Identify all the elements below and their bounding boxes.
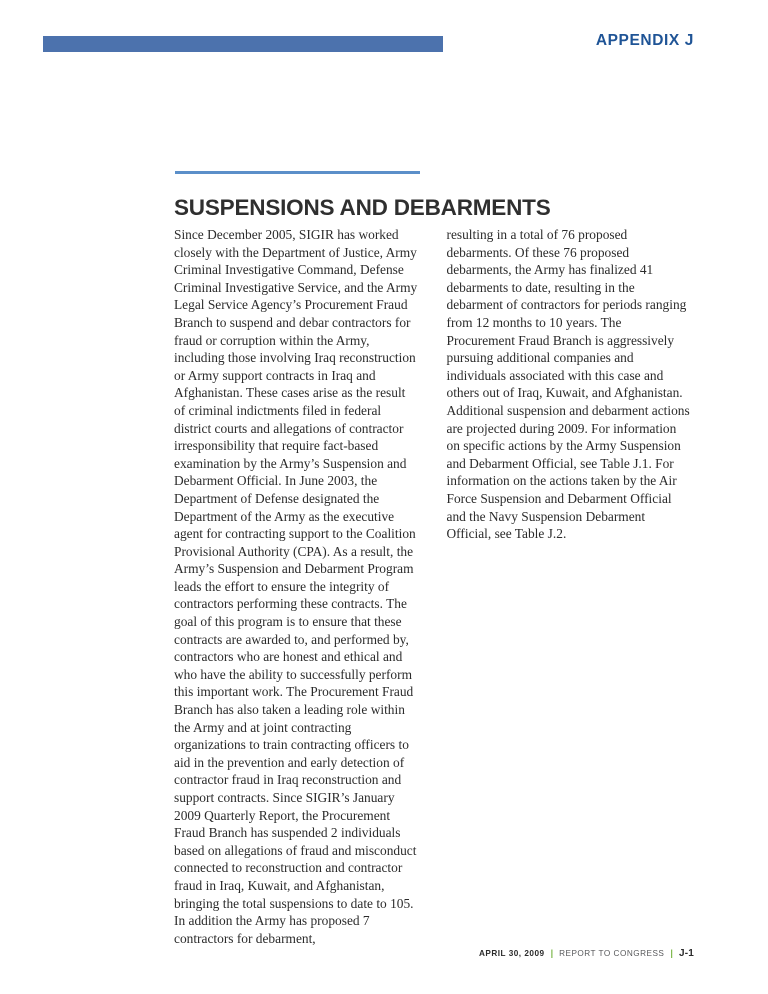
footer-page-number: J-1 (678, 948, 694, 959)
body-paragraph-left: Since December 2005, SIGIR has worked closely with the Department of Justice, Army Criminal Investigative Command, Defense Criminal Investigative Service, and the Army Legal Service Agency’s Procurement Fraud Branch to suspend and debar contractors for fraud or corruption within the Army, including those involving Iraq reconstruction or Army support contracts in Iraq and Afghanistan. These cases arise as the result of criminal indictments filed in federal district courts and allegations of contractor irresponsibility that require fact-based examination by the Army’s Suspension and Debarment Official. In June 2003, the Department of Defense designated the Department of the Army as the executive agent for contracting support to the Coalition Provisional Authority (CPA). As a result, the Army’s Suspension and Debarment Program leads the effort to ensure the integrity of contractors performing these contracts. The goal of this program is to ensure that these contracts are awarded to, and performed by, contractors who are honest and ethical and who have the ability to successfully perform this important work. The Procurement Fraud Branch has also taken a leading role within the Army and at joint contracting organizations to train contracting officers to aid in the prevention and early detection of contractor fraud in Iraq reconstruction and support contracts. Since SIGIR’s January 2009 Quarterly Report, the Procurement Fraud Branch has suspended 2 individuals based on allegations of fraud and misconduct connected to reconstruction and contractor fraud in Iraq, Kuwait, and Afghanistan, bringing the total suspensions to date to 105. In addition the Army has proposed 7 contractors for debarment, (174, 227, 418, 946)
page-title: SUSPENSIONS AND DEBARMENTS (174, 195, 551, 221)
footer-date: APRIL 30, 2009 (479, 949, 545, 958)
page-footer (479, 948, 694, 959)
header-accent-bar (43, 36, 443, 52)
body-column-right (447, 226, 691, 947)
body-column-left (174, 226, 418, 947)
footer-report-title: REPORT TO CONGRESS (559, 949, 665, 958)
footer-separator-second: | (670, 948, 673, 958)
footer-separator-first: | (550, 948, 554, 958)
body-columns (174, 226, 690, 947)
body-paragraph-right: resulting in a total of 76 proposed debarments. Of these 76 proposed debarments, the Army has finalized 41 debarments to date, resulting in the debarment of contractors for periods ranging from 12 months to 10 years. The Procurement Fraud Branch is aggressively pursuing additional companies and individuals associated with this case and others out of Iraq, Kuwait, and Afghanistan. Additional suspension and debarment actions are projected during 2009. For information on specific actions by the Army Suspension and Debarment Official, see Table J.1. For information on the actions taken by the Air Force Suspension and Debarment Official and the Navy Suspension Debarment Official, see Table J.2. (446, 227, 690, 542)
title-rule (175, 171, 420, 174)
appendix-label: APPENDIX J (595, 32, 694, 49)
